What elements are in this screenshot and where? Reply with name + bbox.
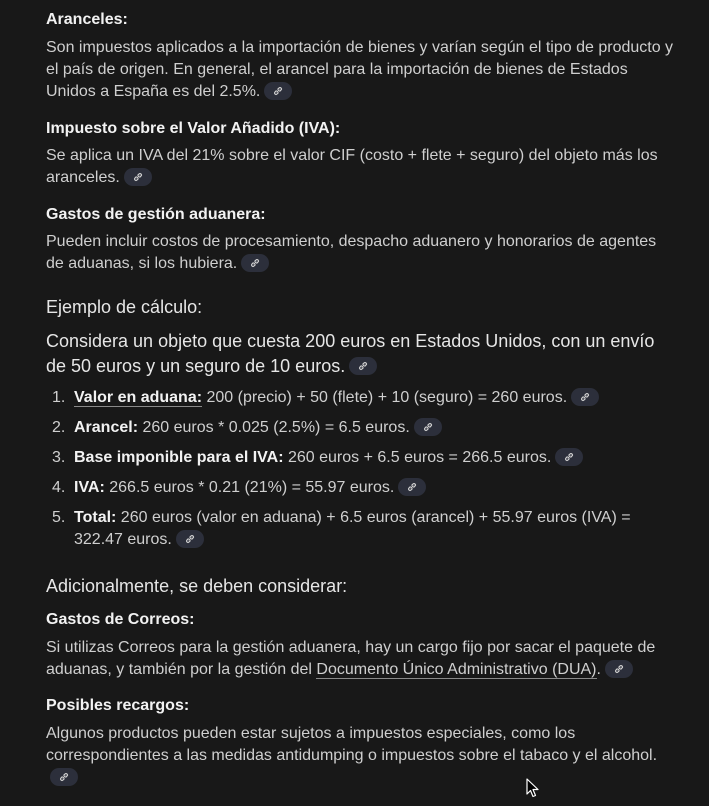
citation-link-button[interactable] <box>571 388 599 406</box>
list-item-label: Base imponible para el IVA: <box>74 449 284 466</box>
citation-link-button[interactable] <box>50 768 78 786</box>
section-aranceles <box>46 9 676 103</box>
list-number: 2. <box>52 419 66 436</box>
section-text: Son impuestos aplicados a la importación de bienes y varían según el tipo de producto y el país de origen. En general, el arancel para la importación de bienes de Estados Unidos a España es del 2.5%. <box>46 39 674 100</box>
section-heading: Posibles recargos: <box>46 697 190 714</box>
link-icon <box>614 664 624 674</box>
list-item-label: Arancel: <box>74 419 139 436</box>
section-heading: Gastos de Correos: <box>46 611 195 628</box>
list-item-label: Total: <box>74 509 117 526</box>
dua-link[interactable]: Documento Único Administrativo (DUA) <box>316 661 597 678</box>
list-item <box>46 477 656 499</box>
link-icon <box>564 452 574 462</box>
list-item-text: 200 (precio) + 50 (flete) + 10 (seguro) = 260 euros. <box>202 389 568 406</box>
section-recargos <box>46 695 676 789</box>
citation-link-button[interactable] <box>241 254 269 272</box>
section-heading: Aranceles: <box>46 11 128 28</box>
link-icon <box>358 361 368 371</box>
section-text: Pueden incluir costos de procesamiento, despacho aduanero y honorarios de agentes de aduanas, si los hubiera. <box>46 233 657 272</box>
list-item-text: 260 euros + 6.5 euros = 266.5 euros. <box>283 449 552 466</box>
citation-link-button[interactable] <box>398 478 426 496</box>
section-gestion <box>46 204 676 275</box>
list-item-text: 260 euros (valor en aduana) + 6.5 euros (arancel) + 55.97 euros (IVA) = 322.47 euros. <box>74 509 631 548</box>
list-number: 4. <box>52 479 66 496</box>
link-icon <box>273 86 283 96</box>
link-icon <box>133 172 143 182</box>
list-number: 1. <box>52 389 66 406</box>
example-lead: Considera un objeto que cuesta 200 euros en Estados Unidos, con un envío de 50 euros y un seguro de 10 euros. <box>46 331 655 376</box>
link-icon <box>580 392 590 402</box>
section-correos <box>46 609 676 681</box>
section-text: Se aplica un IVA del 21% sobre el valor CIF (costo + flete + seguro) del objeto más los aranceles. <box>46 147 658 186</box>
list-item-label[interactable]: Valor en aduana: <box>74 389 203 406</box>
link-icon <box>59 772 69 782</box>
link-icon <box>423 422 433 432</box>
calculation-list <box>46 387 656 551</box>
list-item <box>46 447 656 469</box>
list-item <box>46 417 656 439</box>
list-item <box>46 387 656 409</box>
citation-link-button[interactable] <box>176 530 204 548</box>
citation-link-button[interactable] <box>349 357 377 375</box>
link-icon <box>185 534 195 544</box>
list-item <box>46 507 656 551</box>
section-text: Si utilizas Correos para la gestión aduanera, hay un cargo fijo por sacar el paquete de aduanas, y también por la gestión del <box>46 639 656 678</box>
link-icon <box>250 258 260 268</box>
section-heading: Impuesto sobre el Valor Añadido (IVA): <box>46 120 341 137</box>
citation-link-button[interactable] <box>124 168 152 186</box>
list-item-text: 266.5 euros * 0.21 (21%) = 55.97 euros. <box>104 479 395 496</box>
additional-title: Adicionalmente, se deben considerar: <box>46 576 348 596</box>
list-item-label: IVA: <box>74 479 105 496</box>
citation-link-button[interactable] <box>264 82 292 100</box>
example-title: Ejemplo de cálculo: <box>46 297 203 317</box>
section-iva <box>46 118 676 189</box>
citation-link-button[interactable] <box>605 660 633 678</box>
section-text: Algunos productos pueden estar sujetos a impuestos especiales, como los correspondientes a las medidas antidumping o impuestos sobre el tabaco y el alcohol. <box>46 725 658 764</box>
citation-link-button[interactable] <box>414 418 442 436</box>
citation-link-button[interactable] <box>555 448 583 466</box>
section-text-end: . <box>596 661 601 678</box>
list-number: 3. <box>52 449 66 466</box>
section-heading: Gastos de gestión aduanera: <box>46 206 266 223</box>
link-icon <box>407 482 417 492</box>
list-number: 5. <box>52 509 66 526</box>
mouse-cursor-icon <box>526 778 540 798</box>
list-item-text: 260 euros * 0.025 (2.5%) = 6.5 euros. <box>138 419 410 436</box>
